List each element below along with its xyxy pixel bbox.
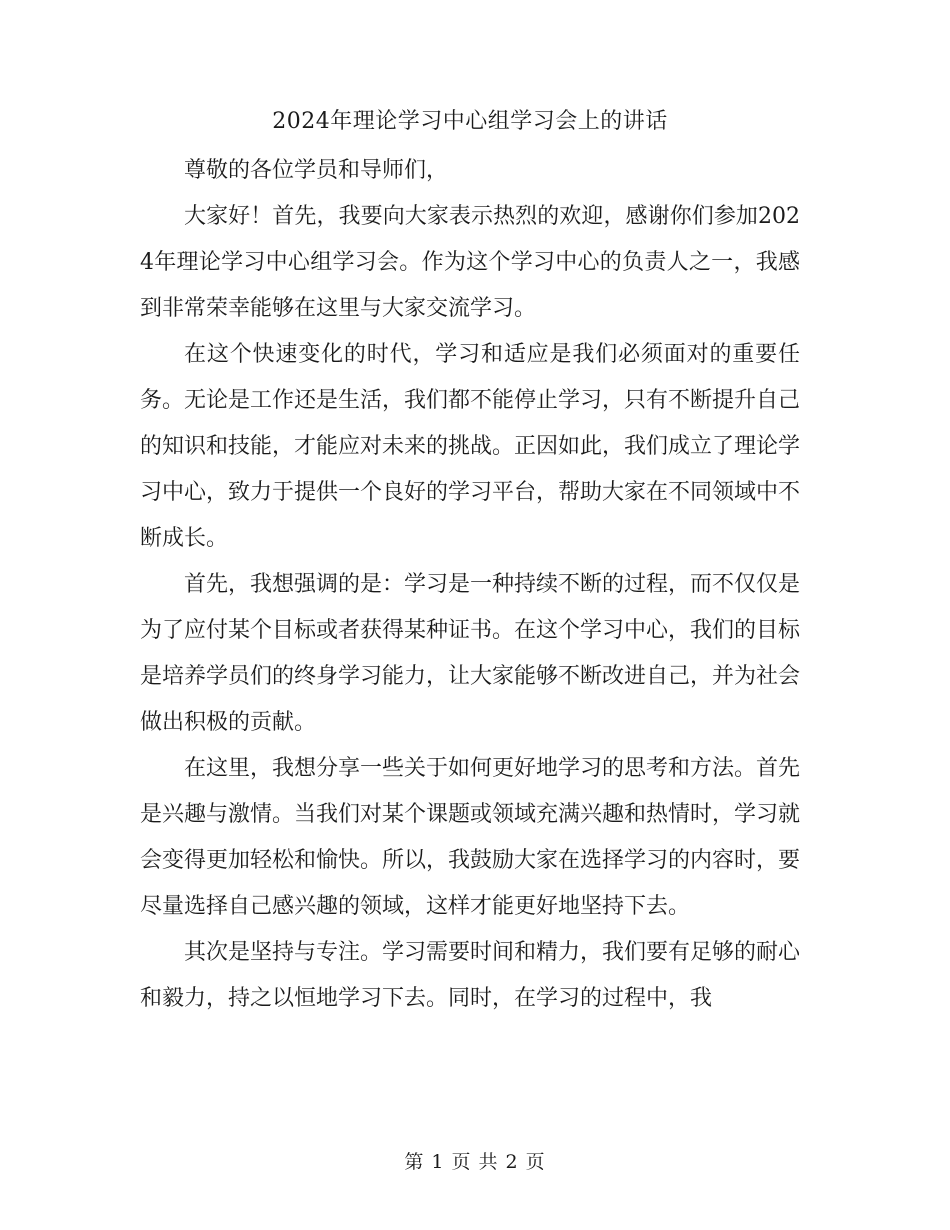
document-page: [140, 104, 800, 1022]
document-title: 2024年理论学习中心组学习会上的讲话: [272, 109, 668, 134]
paragraph-context: 在这个快速变化的时代，学习和适应是我们必须面对的重要任务。无论是工作还是生活，我们都不能停止学习，只有不断提升自己的知识和技能，才能应对未来的挑战。正因如此，我们成立了理论学习中心，致力于提供一个良好的学习平台，帮助大家在不同领域中不断成长。: [140, 342, 801, 551]
paragraph-salutation: 尊敬的各位学员和导师们，: [184, 158, 449, 183]
page-number-label: 第 1 页 共 2 页: [404, 1151, 546, 1173]
paragraph-lifelong-learning: 首先，我想强调的是：学习是一种持续不断的过程，而不仅仅是为了应付某个目标或者获得某种证书。在这个学习中心，我们的目标是培养学员们的终身学习能力，让大家能够不断改进自己，并为社会做出积极的贡献。: [140, 572, 801, 735]
paragraph-greeting: 大家好！首先，我要向大家表示热烈的欢迎，感谢你们参加2024年理论学习中心组学习会。作为这个学习中心的负责人之一，我感到非常荣幸能够在这里与大家交流学习。: [140, 204, 800, 321]
paragraph-persistence: 其次是坚持与专注。学习需要时间和精力，我们要有足够的耐心和毅力，持之以恒地学习下去。同时，在学习的过程中，我: [140, 940, 801, 1011]
page-footer: [0, 1148, 950, 1176]
paragraph-interest: 在这里，我想分享一些关于如何更好地学习的思考和方法。首先是兴趣与激情。当我们对某个课题或领域充满兴趣和热情时，学习就会变得更加轻松和愉快。所以，我鼓励大家在选择学习的内容时，要尽量选择自己感兴趣的领域，这样才能更好地坚持下去。: [140, 756, 801, 919]
